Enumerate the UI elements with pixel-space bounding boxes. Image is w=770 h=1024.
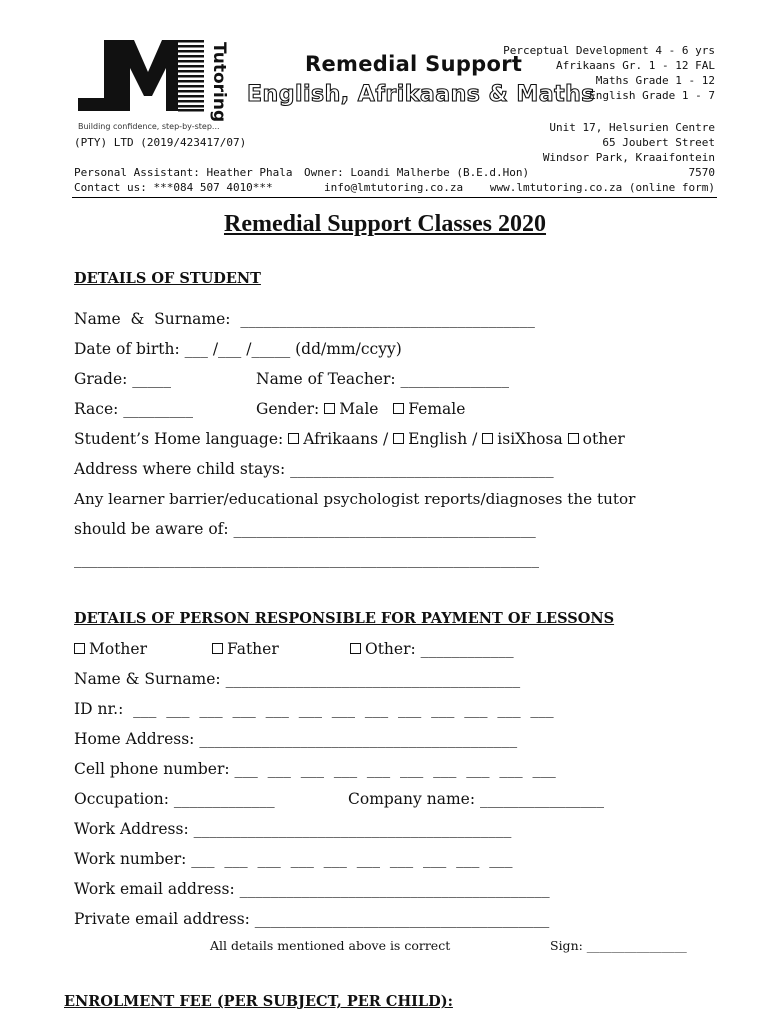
- female-checkbox[interactable]: [393, 403, 404, 414]
- header-title: Remedial Support: [305, 52, 523, 76]
- learner-barrier-label: Any learner barrier/educational psychologist reports/diagnoses the tutor: [74, 490, 636, 508]
- race-field[interactable]: Race: _________: [74, 400, 194, 418]
- teacher-name-field[interactable]: Name of Teacher: ______________: [256, 370, 510, 388]
- address-line: 7570: [688, 166, 715, 179]
- other-language-label: other: [582, 430, 625, 448]
- logo-side-text: Tutoring: [209, 42, 229, 122]
- private-email-field[interactable]: Private email address: ______________________________________: [74, 910, 550, 928]
- header-divider: [72, 197, 717, 198]
- tagline: Building confidence, step-by-step...: [78, 122, 220, 131]
- payer-section-heading: DETAILS OF PERSON RESPONSIBLE FOR PAYMENT OF LESSONS: [74, 610, 615, 627]
- service-item: Perceptual Development 4 - 6 yrs: [503, 44, 715, 57]
- afrikaans-label: Afrikaans /: [303, 430, 389, 448]
- father-label: Father: [227, 640, 279, 658]
- registration-number: (PTY) LTD (2019/423417/07): [74, 136, 247, 149]
- payer-name-field[interactable]: Name & Surname: ______________________________________: [74, 670, 521, 688]
- contact-email[interactable]: info@lmtutoring.co.za: [324, 181, 464, 194]
- document-title: [0, 211, 770, 238]
- english-label: English /: [408, 430, 478, 448]
- grade-field[interactable]: Grade: _____: [74, 370, 172, 388]
- male-checkbox[interactable]: [324, 403, 335, 414]
- father-checkbox[interactable]: [212, 643, 223, 654]
- isixhosa-checkbox[interactable]: [482, 433, 493, 444]
- home-address-field[interactable]: Home Address: _________________________________________: [74, 730, 518, 748]
- other-language-checkbox[interactable]: [568, 433, 579, 444]
- service-item: English Grade 1 - 7: [589, 89, 715, 102]
- occupation-field[interactable]: Occupation: _____________: [74, 790, 275, 808]
- confirmation-statement: All details mentioned above is correct: [210, 938, 451, 953]
- relation-option-father: [212, 640, 279, 658]
- signature-field[interactable]: Sign: ________________: [550, 938, 687, 953]
- header-subtitle: English, Afrikaans & Maths: [247, 82, 595, 107]
- contact-phone: Contact us: ***084 507 4010***: [74, 181, 273, 194]
- student-name-field[interactable]: Name & Surname: ______________________________________: [74, 310, 535, 328]
- isixhosa-label: isiXhosa: [497, 430, 563, 448]
- other-relation-checkbox[interactable]: [350, 643, 361, 654]
- company-name-field[interactable]: Company name: ________________: [348, 790, 604, 808]
- student-section-heading: DETAILS OF STUDENT: [74, 270, 261, 287]
- english-checkbox[interactable]: [393, 433, 404, 444]
- services-list: [503, 43, 715, 103]
- afrikaans-checkbox[interactable]: [288, 433, 299, 444]
- learner-barrier-field-continued[interactable]: ____________________________________________________________: [74, 550, 539, 568]
- work-address-field[interactable]: Work Address: _________________________________________: [74, 820, 512, 838]
- id-number-field[interactable]: ID nr.: ___ ___ ___ ___ ___ ___ ___ ___ ___ ___ ___ ___ ___: [74, 700, 554, 718]
- owner-name: Owner: Loandi Malherbe (B.E.d.Hon): [304, 166, 530, 179]
- assistant-name: Personal Assistant: Heather Phala: [74, 166, 293, 179]
- date-of-birth-field[interactable]: Date of birth: ___ /___ /_____ (dd/mm/ccyy): [74, 340, 402, 358]
- other-relation-field[interactable]: Other: ____________: [365, 640, 514, 658]
- home-language-label: Student’s Home language:: [74, 430, 284, 448]
- address-line: Unit 17, Helsurien Centre: [549, 121, 715, 134]
- male-label: Male: [339, 400, 379, 418]
- cell-number-field[interactable]: Cell phone number: ___ ___ ___ ___ ___ ___ ___ ___ ___ ___: [74, 760, 556, 778]
- service-item: Afrikaans Gr. 1 - 12 FAL: [556, 59, 715, 72]
- work-email-field[interactable]: Work email address: ________________________________________: [74, 880, 550, 898]
- website-link[interactable]: www.lmtutoring.co.za (online form): [489, 181, 715, 194]
- address-line: 65 Joubert Street: [602, 136, 715, 149]
- mother-checkbox[interactable]: [74, 643, 85, 654]
- work-number-field[interactable]: Work number: ___ ___ ___ ___ ___ ___ ___ ___ ___ ___: [74, 850, 513, 868]
- gender-label: Gender:: [256, 400, 320, 418]
- address-line: Windsor Park, Kraaifontein: [542, 151, 715, 164]
- female-label: Female: [408, 400, 466, 418]
- enrolment-fee-heading: ENROLMENT FEE (PER SUBJECT, PER CHILD):: [64, 993, 453, 1010]
- document-title-text: Remedial Support Classes 2020: [223, 211, 547, 237]
- gender-field: [256, 400, 465, 418]
- assistant-contact: [74, 165, 293, 195]
- relation-option-mother: [74, 640, 147, 658]
- child-address-field[interactable]: Address where child stays: __________________________________: [74, 460, 554, 478]
- owner-contact: [304, 165, 529, 195]
- relation-option-other: [350, 640, 514, 658]
- mother-label: Mother: [89, 640, 147, 658]
- service-item: Maths Grade 1 - 12: [595, 74, 715, 87]
- learner-barrier-field[interactable]: should be aware of: _______________________________________: [74, 520, 536, 538]
- lm-tutoring-logo: [78, 36, 238, 122]
- home-language-field: [74, 430, 625, 448]
